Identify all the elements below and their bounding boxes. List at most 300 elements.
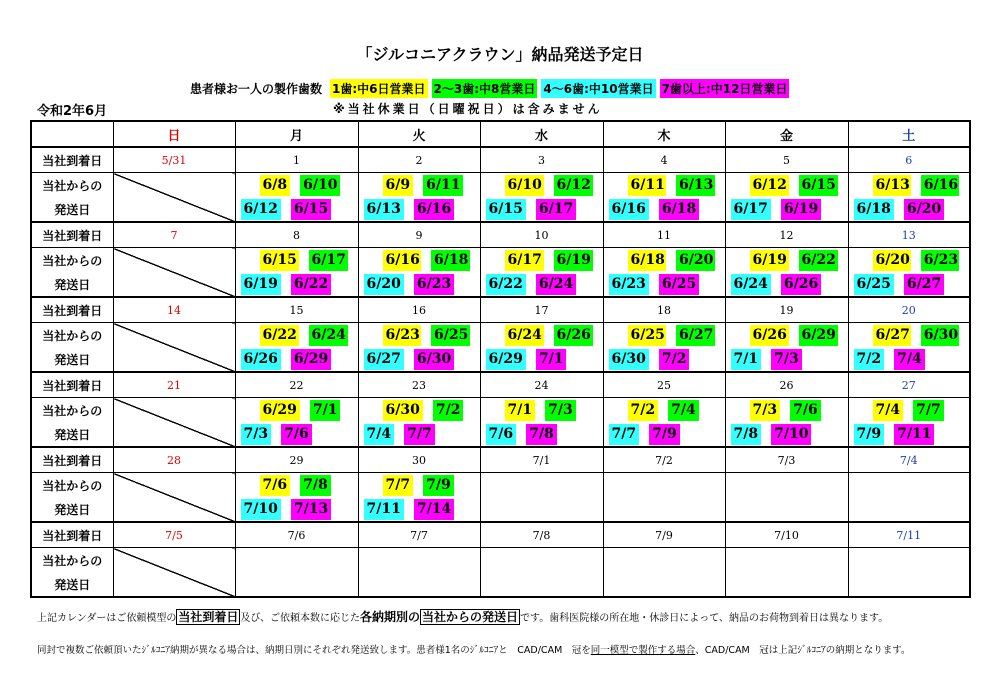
arrival-date: 23 <box>358 372 480 398</box>
week-6-ship-row <box>31 548 970 598</box>
footer-note-1 <box>37 608 888 625</box>
arrival-date: 8 <box>235 222 358 248</box>
ship-1-tooth: 7/3 <box>750 400 781 421</box>
arrival-date: 7/8 <box>480 522 603 548</box>
ship-label-line-2: 発送日 <box>54 277 91 292</box>
ship-label <box>31 473 113 523</box>
ship-7-plus-teeth: 6/22 <box>291 274 331 295</box>
calendar-body <box>31 147 970 597</box>
arrival-date: 7/11 <box>848 522 970 548</box>
legend-4-6-teeth: 4～6歯:中10営業日 <box>541 79 655 98</box>
week-4-arrival-row <box>31 372 970 398</box>
ship-line-short <box>481 248 603 272</box>
ship-line-short <box>114 173 235 197</box>
ship-4-6-teeth: 7/9 <box>854 424 885 445</box>
ship-line-long <box>849 497 970 521</box>
week-5-arrival-row <box>31 447 970 473</box>
ship-line-short <box>726 248 848 272</box>
ship-line-short <box>604 473 725 497</box>
ship-dates-cell <box>848 398 970 448</box>
ship-line-long <box>236 422 358 446</box>
ship-2-3-teeth: 6/10 <box>300 175 340 196</box>
footer-bold: 各納期別の <box>359 610 420 624</box>
arrival-date: 24 <box>480 372 603 398</box>
arrival-date: 7/6 <box>235 522 358 548</box>
arrival-date: 18 <box>603 297 725 323</box>
ship-2-3-teeth: 6/24 <box>309 325 348 346</box>
ship-label <box>31 548 113 598</box>
arrival-date: 7/9 <box>603 522 725 548</box>
ship-dates-cell <box>480 173 603 223</box>
ship-4-6-teeth: 6/20 <box>364 274 404 295</box>
ship-line-long <box>359 422 480 446</box>
ship-line-short <box>849 548 970 572</box>
ship-2-3-teeth: 6/13 <box>676 175 715 196</box>
ship-line-long <box>726 197 848 221</box>
week-5-ship-row <box>31 473 970 523</box>
ship-2-3-teeth: 7/1 <box>310 400 341 421</box>
ship-line-short <box>236 398 358 422</box>
legend-1-tooth: 1歯:中6日営業日 <box>330 79 428 98</box>
ship-label <box>31 323 113 373</box>
arrival-date: 20 <box>848 297 970 323</box>
ship-7-plus-teeth: 6/15 <box>291 199 331 220</box>
arrival-date: 26 <box>725 372 848 398</box>
ship-line-long <box>114 572 235 596</box>
ship-label-line-2: 発送日 <box>54 427 91 442</box>
ship-line-short <box>114 548 235 572</box>
arrival-date: 7/2 <box>603 447 725 473</box>
ship-dates-cell <box>725 248 848 298</box>
ship-dates-cell <box>235 173 358 223</box>
ship-1-tooth: 6/18 <box>628 250 667 271</box>
ship-7-plus-teeth: 6/27 <box>904 274 944 295</box>
ship-line-short <box>114 248 235 272</box>
ship-line-short <box>359 248 480 272</box>
ship-label-line-2: 発送日 <box>54 502 91 517</box>
ship-line-short <box>726 548 848 572</box>
ship-7-plus-teeth: 7/6 <box>281 424 312 445</box>
ship-line-short <box>849 398 970 422</box>
ship-4-6-teeth: 7/7 <box>609 424 640 445</box>
ship-line-long <box>849 197 970 221</box>
ship-line-long <box>604 422 725 446</box>
arrival-date: 15 <box>235 297 358 323</box>
ship-4-6-teeth: 6/30 <box>609 349 649 370</box>
arrival-date: 29 <box>235 447 358 473</box>
arrival-date: 7/1 <box>480 447 603 473</box>
ship-7-plus-teeth: 7/7 <box>404 424 435 445</box>
ship-2-3-teeth: 7/2 <box>433 400 464 421</box>
ship-dates-cell <box>603 473 725 523</box>
ship-line-short <box>849 173 970 197</box>
ship-label-line-2: 発送日 <box>54 577 91 592</box>
ship-2-3-teeth: 7/3 <box>545 400 576 421</box>
arrival-date: 21 <box>113 372 235 398</box>
ship-dates-cell <box>358 173 480 223</box>
weekday-fri: 金 <box>725 121 848 147</box>
ship-line-long <box>726 422 848 446</box>
ship-line-short <box>236 548 358 572</box>
ship-line-short <box>359 323 480 347</box>
arrival-date: 7/4 <box>848 447 970 473</box>
ship-1-tooth: 6/24 <box>505 325 544 346</box>
arrival-date: 16 <box>358 297 480 323</box>
legend-label: 患者様お一人の製作歯数 <box>190 81 323 96</box>
ship-line-long <box>114 422 235 446</box>
ship-1-tooth: 7/2 <box>628 400 659 421</box>
sunday-closed-cell <box>113 398 235 448</box>
ship-2-3-teeth: 6/15 <box>799 175 838 196</box>
ship-dates-cell <box>358 548 480 598</box>
ship-line-long <box>481 497 603 521</box>
ship-4-6-teeth: 6/29 <box>486 349 526 370</box>
ship-4-6-teeth: 6/18 <box>854 199 894 220</box>
ship-4-6-teeth: 7/4 <box>364 424 395 445</box>
ship-dates-cell <box>358 323 480 373</box>
weekday-header <box>31 121 970 147</box>
lead-time-legend <box>190 78 793 98</box>
footer-arrival-box: 当社到着日 <box>178 610 239 624</box>
footer-ship-box: 当社からの発送日 <box>422 610 519 624</box>
weekday-sun: 日 <box>113 121 235 147</box>
footer-text: 及び、ご依頼本数に応じた <box>240 613 360 624</box>
sunday-closed-cell <box>113 323 235 373</box>
ship-1-tooth: 6/10 <box>505 175 544 196</box>
ship-7-plus-teeth: 6/16 <box>414 199 454 220</box>
arrival-date: 11 <box>603 222 725 248</box>
ship-label <box>31 248 113 298</box>
ship-dates-cell <box>235 398 358 448</box>
ship-7-plus-teeth: 6/18 <box>659 199 699 220</box>
ship-dates-cell <box>358 398 480 448</box>
ship-1-tooth: 6/22 <box>260 325 299 346</box>
ship-1-tooth: 6/30 <box>383 400 423 421</box>
ship-label-line-2: 発送日 <box>54 352 91 367</box>
ship-dates-cell <box>358 248 480 298</box>
ship-line-short <box>359 473 480 497</box>
ship-4-6-teeth: 7/11 <box>364 499 404 520</box>
arrival-date: 5/31 <box>113 147 235 173</box>
ship-1-tooth: 6/29 <box>260 400 300 421</box>
ship-7-plus-teeth: 7/2 <box>659 349 690 370</box>
ship-line-short <box>849 473 970 497</box>
ship-dates-cell <box>603 548 725 598</box>
ship-line-long <box>481 197 603 221</box>
arrival-date: 4 <box>603 147 725 173</box>
ship-label <box>31 173 113 223</box>
ship-7-plus-teeth: 7/1 <box>536 349 567 370</box>
ship-line-long <box>481 572 603 596</box>
ship-2-3-teeth: 6/16 <box>921 175 959 196</box>
ship-line-long <box>849 422 970 446</box>
ship-line-long <box>604 197 725 221</box>
arrival-date: 7/7 <box>358 522 480 548</box>
ship-dates-cell <box>480 473 603 523</box>
arrival-label: 当社到着日 <box>31 147 113 173</box>
ship-label-line-1: 当社からの <box>42 478 103 493</box>
ship-line-long <box>114 347 235 371</box>
ship-4-6-teeth: 7/1 <box>731 349 762 370</box>
month-label: 令和2年6月 <box>37 104 108 119</box>
ship-line-short <box>726 323 848 347</box>
ship-7-plus-teeth: 7/13 <box>291 499 331 520</box>
arrival-date: 14 <box>113 297 235 323</box>
ship-4-6-teeth: 6/13 <box>364 199 404 220</box>
ship-2-3-teeth: 7/9 <box>423 475 454 496</box>
ship-4-6-teeth: 6/25 <box>854 274 894 295</box>
footer-note-2 <box>37 642 911 656</box>
ship-4-6-teeth: 6/16 <box>609 199 649 220</box>
ship-line-short <box>114 473 235 497</box>
ship-7-plus-teeth: 6/26 <box>781 274 821 295</box>
ship-1-tooth: 6/16 <box>383 250 422 271</box>
footer-text: です。歯科医院様の所在地・休診日によって、納品のお荷物到着日は異なります。 <box>520 613 889 624</box>
ship-line-short <box>604 398 725 422</box>
ship-dates-cell <box>848 173 970 223</box>
ship-line-long <box>726 347 848 371</box>
arrival-label: 当社到着日 <box>31 222 113 248</box>
ship-line-long <box>726 272 848 296</box>
ship-2-3-teeth: 6/23 <box>921 250 959 271</box>
ship-dates-cell <box>235 248 358 298</box>
ship-line-short <box>359 173 480 197</box>
ship-dates-cell <box>235 548 358 598</box>
footer-text: 、CAD/CAM 冠は上記ｼﾞﾙｺﾆｱの納期となります。 <box>695 645 911 656</box>
ship-dates-cell <box>480 248 603 298</box>
sunday-closed-cell <box>113 473 235 523</box>
ship-4-6-teeth: 7/8 <box>731 424 762 445</box>
ship-line-long <box>726 497 848 521</box>
weekday-wed: 水 <box>480 121 603 147</box>
ship-line-long <box>114 497 235 521</box>
week-3-ship-row <box>31 323 970 373</box>
ship-dates-cell <box>848 248 970 298</box>
ship-line-long <box>236 497 358 521</box>
ship-dates-cell <box>235 473 358 523</box>
ship-2-3-teeth: 7/6 <box>790 400 821 421</box>
ship-7-plus-teeth: 6/20 <box>904 199 944 220</box>
ship-line-long <box>359 497 480 521</box>
ship-4-6-teeth: 7/3 <box>241 424 272 445</box>
ship-4-6-teeth: 6/17 <box>731 199 771 220</box>
ship-dates-cell <box>235 323 358 373</box>
ship-label-line-1: 当社からの <box>42 253 103 268</box>
ship-1-tooth: 6/9 <box>383 175 414 196</box>
ship-line-long <box>604 572 725 596</box>
footer-text: 同封で複数ご依頼頂いたｼﾞﾙｺﾆｱ納期が異なる場合は、納期日別にそれぞれ発送致します。患者様1名のｼﾞﾙｺﾆｱと CAD/CAM 冠を <box>37 645 591 656</box>
ship-line-short <box>604 548 725 572</box>
ship-line-short <box>604 323 725 347</box>
arrival-date: 2 <box>358 147 480 173</box>
ship-2-3-teeth: 7/4 <box>668 400 699 421</box>
ship-line-long <box>359 272 480 296</box>
ship-line-long <box>849 272 970 296</box>
arrival-date: 10 <box>480 222 603 248</box>
ship-dates-cell <box>848 548 970 598</box>
ship-dates-cell <box>725 473 848 523</box>
week-6-arrival-row <box>31 522 970 548</box>
ship-4-6-teeth: 7/2 <box>854 349 885 370</box>
ship-dates-cell <box>603 248 725 298</box>
ship-7-plus-teeth: 6/24 <box>536 274 576 295</box>
ship-1-tooth: 6/25 <box>628 325 667 346</box>
ship-dates-cell <box>480 398 603 448</box>
arrival-label: 当社到着日 <box>31 522 113 548</box>
ship-1-tooth: 7/6 <box>260 475 291 496</box>
ship-line-short <box>481 173 603 197</box>
ship-1-tooth: 6/19 <box>750 250 789 271</box>
week-1-ship-row <box>31 173 970 223</box>
ship-1-tooth: 6/20 <box>873 250 911 271</box>
weekday-tue: 火 <box>358 121 480 147</box>
ship-line-short <box>236 248 358 272</box>
ship-4-6-teeth: 6/22 <box>486 274 526 295</box>
ship-line-short <box>481 323 603 347</box>
ship-line-short <box>849 248 970 272</box>
arrival-label: 当社到着日 <box>31 372 113 398</box>
ship-2-3-teeth: 6/11 <box>423 175 463 196</box>
ship-line-long <box>236 572 358 596</box>
ship-dates-cell <box>480 323 603 373</box>
ship-4-6-teeth: 6/26 <box>241 349 281 370</box>
holiday-note: ※当社休業日（日曜祝日）は含みません <box>333 102 603 116</box>
ship-line-long <box>604 497 725 521</box>
ship-7-plus-teeth: 7/14 <box>414 499 454 520</box>
arrival-date: 19 <box>725 297 848 323</box>
footer-text: 上記カレンダーはご依頼模型の <box>37 613 177 624</box>
ship-1-tooth: 6/27 <box>873 325 911 346</box>
ship-line-long <box>481 347 603 371</box>
ship-line-long <box>604 272 725 296</box>
ship-line-short <box>114 398 235 422</box>
header-corner <box>31 121 113 147</box>
ship-2-3-teeth: 6/17 <box>309 250 348 271</box>
week-2-arrival-row <box>31 222 970 248</box>
ship-line-long <box>359 572 480 596</box>
ship-1-tooth: 6/12 <box>750 175 789 196</box>
ship-dates-cell <box>480 548 603 598</box>
weekday-thu: 木 <box>603 121 725 147</box>
arrival-date: 7/5 <box>113 522 235 548</box>
week-1-arrival-row <box>31 147 970 173</box>
ship-line-long <box>604 347 725 371</box>
ship-line-short <box>481 548 603 572</box>
ship-7-plus-teeth: 7/4 <box>894 349 925 370</box>
ship-dates-cell <box>725 323 848 373</box>
ship-line-long <box>481 422 603 446</box>
ship-2-3-teeth: 6/25 <box>431 325 470 346</box>
ship-line-short <box>726 173 848 197</box>
arrival-date: 1 <box>235 147 358 173</box>
ship-1-tooth: 7/4 <box>873 400 904 421</box>
ship-line-long <box>481 272 603 296</box>
ship-7-plus-teeth: 7/9 <box>649 424 680 445</box>
week-4-ship-row <box>31 398 970 448</box>
ship-line-short <box>849 323 970 347</box>
ship-label-line-1: 当社からの <box>42 328 103 343</box>
arrival-date: 22 <box>235 372 358 398</box>
ship-line-short <box>236 173 358 197</box>
legend-2-3-teeth: 2～3歯:中8営業日 <box>432 79 538 98</box>
ship-dates-cell <box>725 173 848 223</box>
ship-1-tooth: 6/15 <box>260 250 299 271</box>
ship-line-long <box>726 572 848 596</box>
ship-1-tooth: 7/7 <box>383 475 414 496</box>
ship-line-long <box>236 197 358 221</box>
arrival-date: 12 <box>725 222 848 248</box>
ship-label-line-2: 発送日 <box>54 202 91 217</box>
ship-line-short <box>359 398 480 422</box>
weekday-mon: 月 <box>235 121 358 147</box>
ship-dates-cell <box>603 323 725 373</box>
ship-7-plus-teeth: 7/11 <box>894 424 934 445</box>
ship-line-short <box>726 398 848 422</box>
ship-2-3-teeth: 6/20 <box>676 250 715 271</box>
shipping-calendar <box>30 120 971 598</box>
footer-underline: 同一模型で製作する場合 <box>590 645 696 656</box>
ship-line-long <box>359 197 480 221</box>
ship-1-tooth: 6/23 <box>383 325 422 346</box>
ship-dates-cell <box>725 548 848 598</box>
arrival-date: 5 <box>725 147 848 173</box>
ship-line-long <box>236 347 358 371</box>
arrival-date: 13 <box>848 222 970 248</box>
ship-2-3-teeth: 6/26 <box>554 325 593 346</box>
ship-dates-cell <box>603 173 725 223</box>
ship-7-plus-teeth: 6/25 <box>659 274 699 295</box>
ship-2-3-teeth: 6/30 <box>921 325 959 346</box>
ship-4-6-teeth: 6/19 <box>241 274 281 295</box>
ship-7-plus-teeth: 7/3 <box>771 349 802 370</box>
ship-4-6-teeth: 6/24 <box>731 274 771 295</box>
arrival-date: 30 <box>358 447 480 473</box>
arrival-date: 3 <box>480 147 603 173</box>
arrival-date: 9 <box>358 222 480 248</box>
weekday-sat: 土 <box>848 121 970 147</box>
ship-2-3-teeth: 6/22 <box>799 250 838 271</box>
ship-1-tooth: 7/1 <box>505 400 536 421</box>
arrival-date: 7/3 <box>725 447 848 473</box>
ship-7-plus-teeth: 6/30 <box>414 349 454 370</box>
ship-2-3-teeth: 7/7 <box>913 400 944 421</box>
ship-1-tooth: 6/11 <box>628 175 667 196</box>
arrival-date: 17 <box>480 297 603 323</box>
ship-line-long <box>849 347 970 371</box>
ship-2-3-teeth: 6/29 <box>799 325 838 346</box>
ship-dates-cell <box>848 473 970 523</box>
ship-line-short <box>481 398 603 422</box>
ship-7-plus-teeth: 6/17 <box>536 199 576 220</box>
ship-line-long <box>236 272 358 296</box>
ship-4-6-teeth: 6/15 <box>486 199 526 220</box>
sunday-closed-cell <box>113 248 235 298</box>
ship-2-3-teeth: 7/8 <box>300 475 331 496</box>
arrival-date: 7/10 <box>725 522 848 548</box>
ship-1-tooth: 6/8 <box>260 175 291 196</box>
arrival-date: 27 <box>848 372 970 398</box>
ship-2-3-teeth: 6/12 <box>554 175 593 196</box>
ship-line-short <box>481 473 603 497</box>
ship-dates-cell <box>848 323 970 373</box>
ship-label-line-1: 当社からの <box>42 553 103 568</box>
legend-7-plus-teeth: 7歯以上:中12日営業日 <box>660 79 790 98</box>
ship-line-long <box>849 572 970 596</box>
ship-7-plus-teeth: 6/29 <box>291 349 331 370</box>
ship-4-6-teeth: 6/27 <box>364 349 404 370</box>
ship-dates-cell <box>725 398 848 448</box>
ship-line-long <box>114 197 235 221</box>
